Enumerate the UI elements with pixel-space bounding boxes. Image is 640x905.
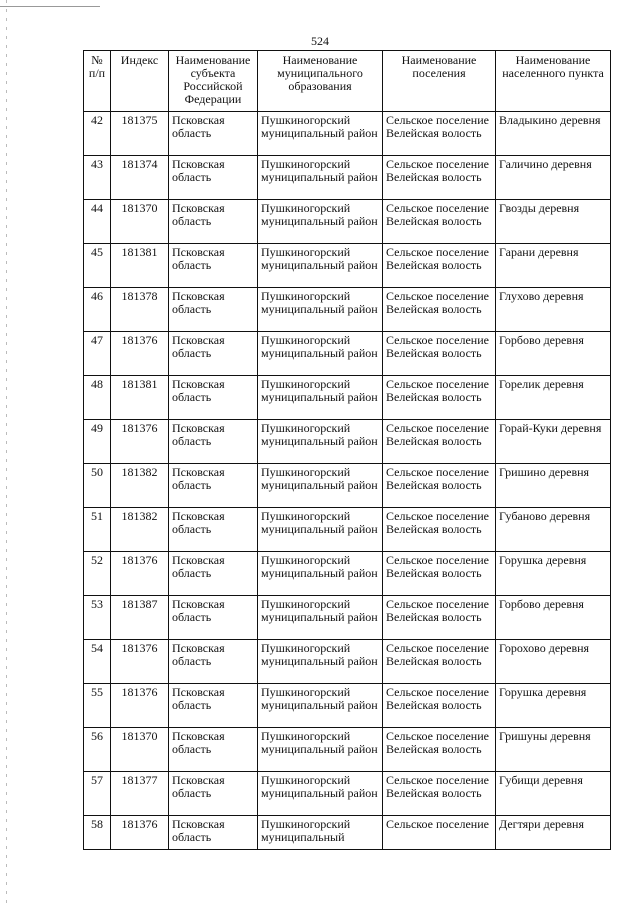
table-row [84, 244, 611, 288]
table-row [84, 816, 611, 850]
settlement-cell: Сельское поселение Велейская волость [383, 420, 496, 464]
postal-index: 181375 [111, 112, 169, 156]
postal-index: 181381 [111, 376, 169, 420]
subject-cell: Псковская область [169, 464, 258, 508]
settlement-cell: Сельское поселение Велейская волость [383, 376, 496, 420]
locality-cell: Горелик деревня [496, 376, 611, 420]
settlement-cell: Сельское поселение Велейская волость [383, 640, 496, 684]
subject-cell: Псковская область [169, 772, 258, 816]
municipality-cell: Пушкиногорский муниципальный район [258, 156, 383, 200]
postal-index: 181376 [111, 420, 169, 464]
settlement-cell: Сельское поселение Велейская волость [383, 596, 496, 640]
table-row [84, 332, 611, 376]
locality-cell: Гришино деревня [496, 464, 611, 508]
locality-cell: Гвозды деревня [496, 200, 611, 244]
locality-cell: Губаново деревня [496, 508, 611, 552]
subject-cell: Псковская область [169, 112, 258, 156]
postal-index: 181382 [111, 508, 169, 552]
settlement-cell: Сельское поселение Велейская волость [383, 332, 496, 376]
municipality-cell: Пушкиногорский муниципальный район [258, 112, 383, 156]
scan-left-edge [6, 0, 7, 905]
header-subject: Наименование субъекта Российской Федерации [169, 51, 258, 112]
municipality-cell: Пушкиногорский муниципальный [258, 816, 383, 850]
table-row [84, 728, 611, 772]
table-row [84, 640, 611, 684]
locality-cell: Горбово деревня [496, 332, 611, 376]
locality-cell: Горай-Куки деревня [496, 420, 611, 464]
settlement-cell: Сельское поселение Велейская волость [383, 288, 496, 332]
postal-index: 181377 [111, 772, 169, 816]
postal-index: 181387 [111, 596, 169, 640]
municipality-cell: Пушкиногорский муниципальный район [258, 244, 383, 288]
row-number: 57 [84, 772, 111, 816]
row-number: 46 [84, 288, 111, 332]
table-row [84, 288, 611, 332]
row-number: 55 [84, 684, 111, 728]
table-row [84, 464, 611, 508]
row-number: 54 [84, 640, 111, 684]
settlement-cell: Сельское поселение [383, 816, 496, 850]
postal-index: 181381 [111, 244, 169, 288]
municipality-cell: Пушкиногорский муниципальный район [258, 552, 383, 596]
municipality-cell: Пушкиногорский муниципальный район [258, 684, 383, 728]
municipality-cell: Пушкиногорский муниципальный район [258, 596, 383, 640]
subject-cell: Псковская область [169, 332, 258, 376]
row-number: 58 [84, 816, 111, 850]
row-number: 51 [84, 508, 111, 552]
postal-index: 181370 [111, 200, 169, 244]
subject-cell: Псковская область [169, 156, 258, 200]
table-row [84, 552, 611, 596]
header-municipality: Наименование муниципального образования [258, 51, 383, 112]
postal-index: 181376 [111, 684, 169, 728]
subject-cell: Псковская область [169, 816, 258, 850]
subject-cell: Псковская область [169, 420, 258, 464]
postal-index: 181382 [111, 464, 169, 508]
subject-cell: Псковская область [169, 728, 258, 772]
table-row [84, 200, 611, 244]
row-number: 50 [84, 464, 111, 508]
row-number: 42 [84, 112, 111, 156]
locality-cell: Гришуны деревня [496, 728, 611, 772]
table-row [84, 420, 611, 464]
subject-cell: Псковская область [169, 508, 258, 552]
locality-cell: Владыкино деревня [496, 112, 611, 156]
table-header-row [84, 51, 611, 112]
postal-index: 181376 [111, 640, 169, 684]
municipality-cell: Пушкиногорский муниципальный район [258, 376, 383, 420]
table-row [84, 156, 611, 200]
subject-cell: Псковская область [169, 596, 258, 640]
row-number: 52 [84, 552, 111, 596]
postal-index: 181378 [111, 288, 169, 332]
row-number: 56 [84, 728, 111, 772]
table-row [84, 596, 611, 640]
settlement-cell: Сельское поселение Велейская волость [383, 684, 496, 728]
scan-edge-mark [0, 0, 100, 7]
locality-cell: Горбово деревня [496, 596, 611, 640]
municipality-cell: Пушкиногорский муниципальный район [258, 288, 383, 332]
locality-cell: Дегтяри деревня [496, 816, 611, 850]
postal-index: 181374 [111, 156, 169, 200]
municipality-cell: Пушкиногорский муниципальный район [258, 200, 383, 244]
settlement-cell: Сельское поселение Велейская волость [383, 112, 496, 156]
subject-cell: Псковская область [169, 376, 258, 420]
subject-cell: Псковская область [169, 640, 258, 684]
postal-index: 181370 [111, 728, 169, 772]
settlement-cell: Сельское поселение Велейская волость [383, 508, 496, 552]
table-row [84, 772, 611, 816]
row-number: 44 [84, 200, 111, 244]
subject-cell: Псковская область [169, 200, 258, 244]
row-number: 45 [84, 244, 111, 288]
settlement-cell: Сельское поселение Велейская волость [383, 200, 496, 244]
settlement-cell: Сельское поселение Велейская волость [383, 552, 496, 596]
municipality-cell: Пушкиногорский муниципальный район [258, 464, 383, 508]
settlement-cell: Сельское поселение Велейская волость [383, 464, 496, 508]
settlement-cell: Сельское поселение Велейская волость [383, 728, 496, 772]
locality-cell: Глухово деревня [496, 288, 611, 332]
localities-table [83, 50, 611, 850]
table-row [84, 684, 611, 728]
municipality-cell: Пушкиногорский муниципальный район [258, 728, 383, 772]
postal-index: 181376 [111, 332, 169, 376]
row-number: 47 [84, 332, 111, 376]
table-body [84, 112, 611, 850]
settlement-cell: Сельское поселение Велейская волость [383, 156, 496, 200]
locality-cell: Горохово деревня [496, 640, 611, 684]
municipality-cell: Пушкиногорский муниципальный район [258, 640, 383, 684]
header-index: Индекс [111, 51, 169, 112]
row-number: 53 [84, 596, 111, 640]
subject-cell: Псковская область [169, 552, 258, 596]
postal-index: 181376 [111, 816, 169, 850]
locality-cell: Горушка деревня [496, 552, 611, 596]
subject-cell: Псковская область [169, 288, 258, 332]
settlement-cell: Сельское поселение Велейская волость [383, 244, 496, 288]
row-number: 49 [84, 420, 111, 464]
municipality-cell: Пушкиногорский муниципальный район [258, 508, 383, 552]
header-number: № п/п [84, 51, 111, 112]
locality-cell: Галичино деревня [496, 156, 611, 200]
municipality-cell: Пушкиногорский муниципальный район [258, 332, 383, 376]
localities-table-wrapper [83, 50, 611, 850]
header-locality: Наименование населенного пункта [496, 51, 611, 112]
municipality-cell: Пушкиногорский муниципальный район [258, 772, 383, 816]
header-settlement: Наименование поселения [383, 51, 496, 112]
row-number: 43 [84, 156, 111, 200]
postal-index: 181376 [111, 552, 169, 596]
municipality-cell: Пушкиногорский муниципальный район [258, 420, 383, 464]
table-row [84, 112, 611, 156]
subject-cell: Псковская область [169, 244, 258, 288]
subject-cell: Псковская область [169, 684, 258, 728]
locality-cell: Губищи деревня [496, 772, 611, 816]
table-row [84, 376, 611, 420]
table-row [84, 508, 611, 552]
settlement-cell: Сельское поселение Велейская волость [383, 772, 496, 816]
page-number: 524 [311, 34, 329, 48]
locality-cell: Гарани деревня [496, 244, 611, 288]
row-number: 48 [84, 376, 111, 420]
locality-cell: Горушка деревня [496, 684, 611, 728]
